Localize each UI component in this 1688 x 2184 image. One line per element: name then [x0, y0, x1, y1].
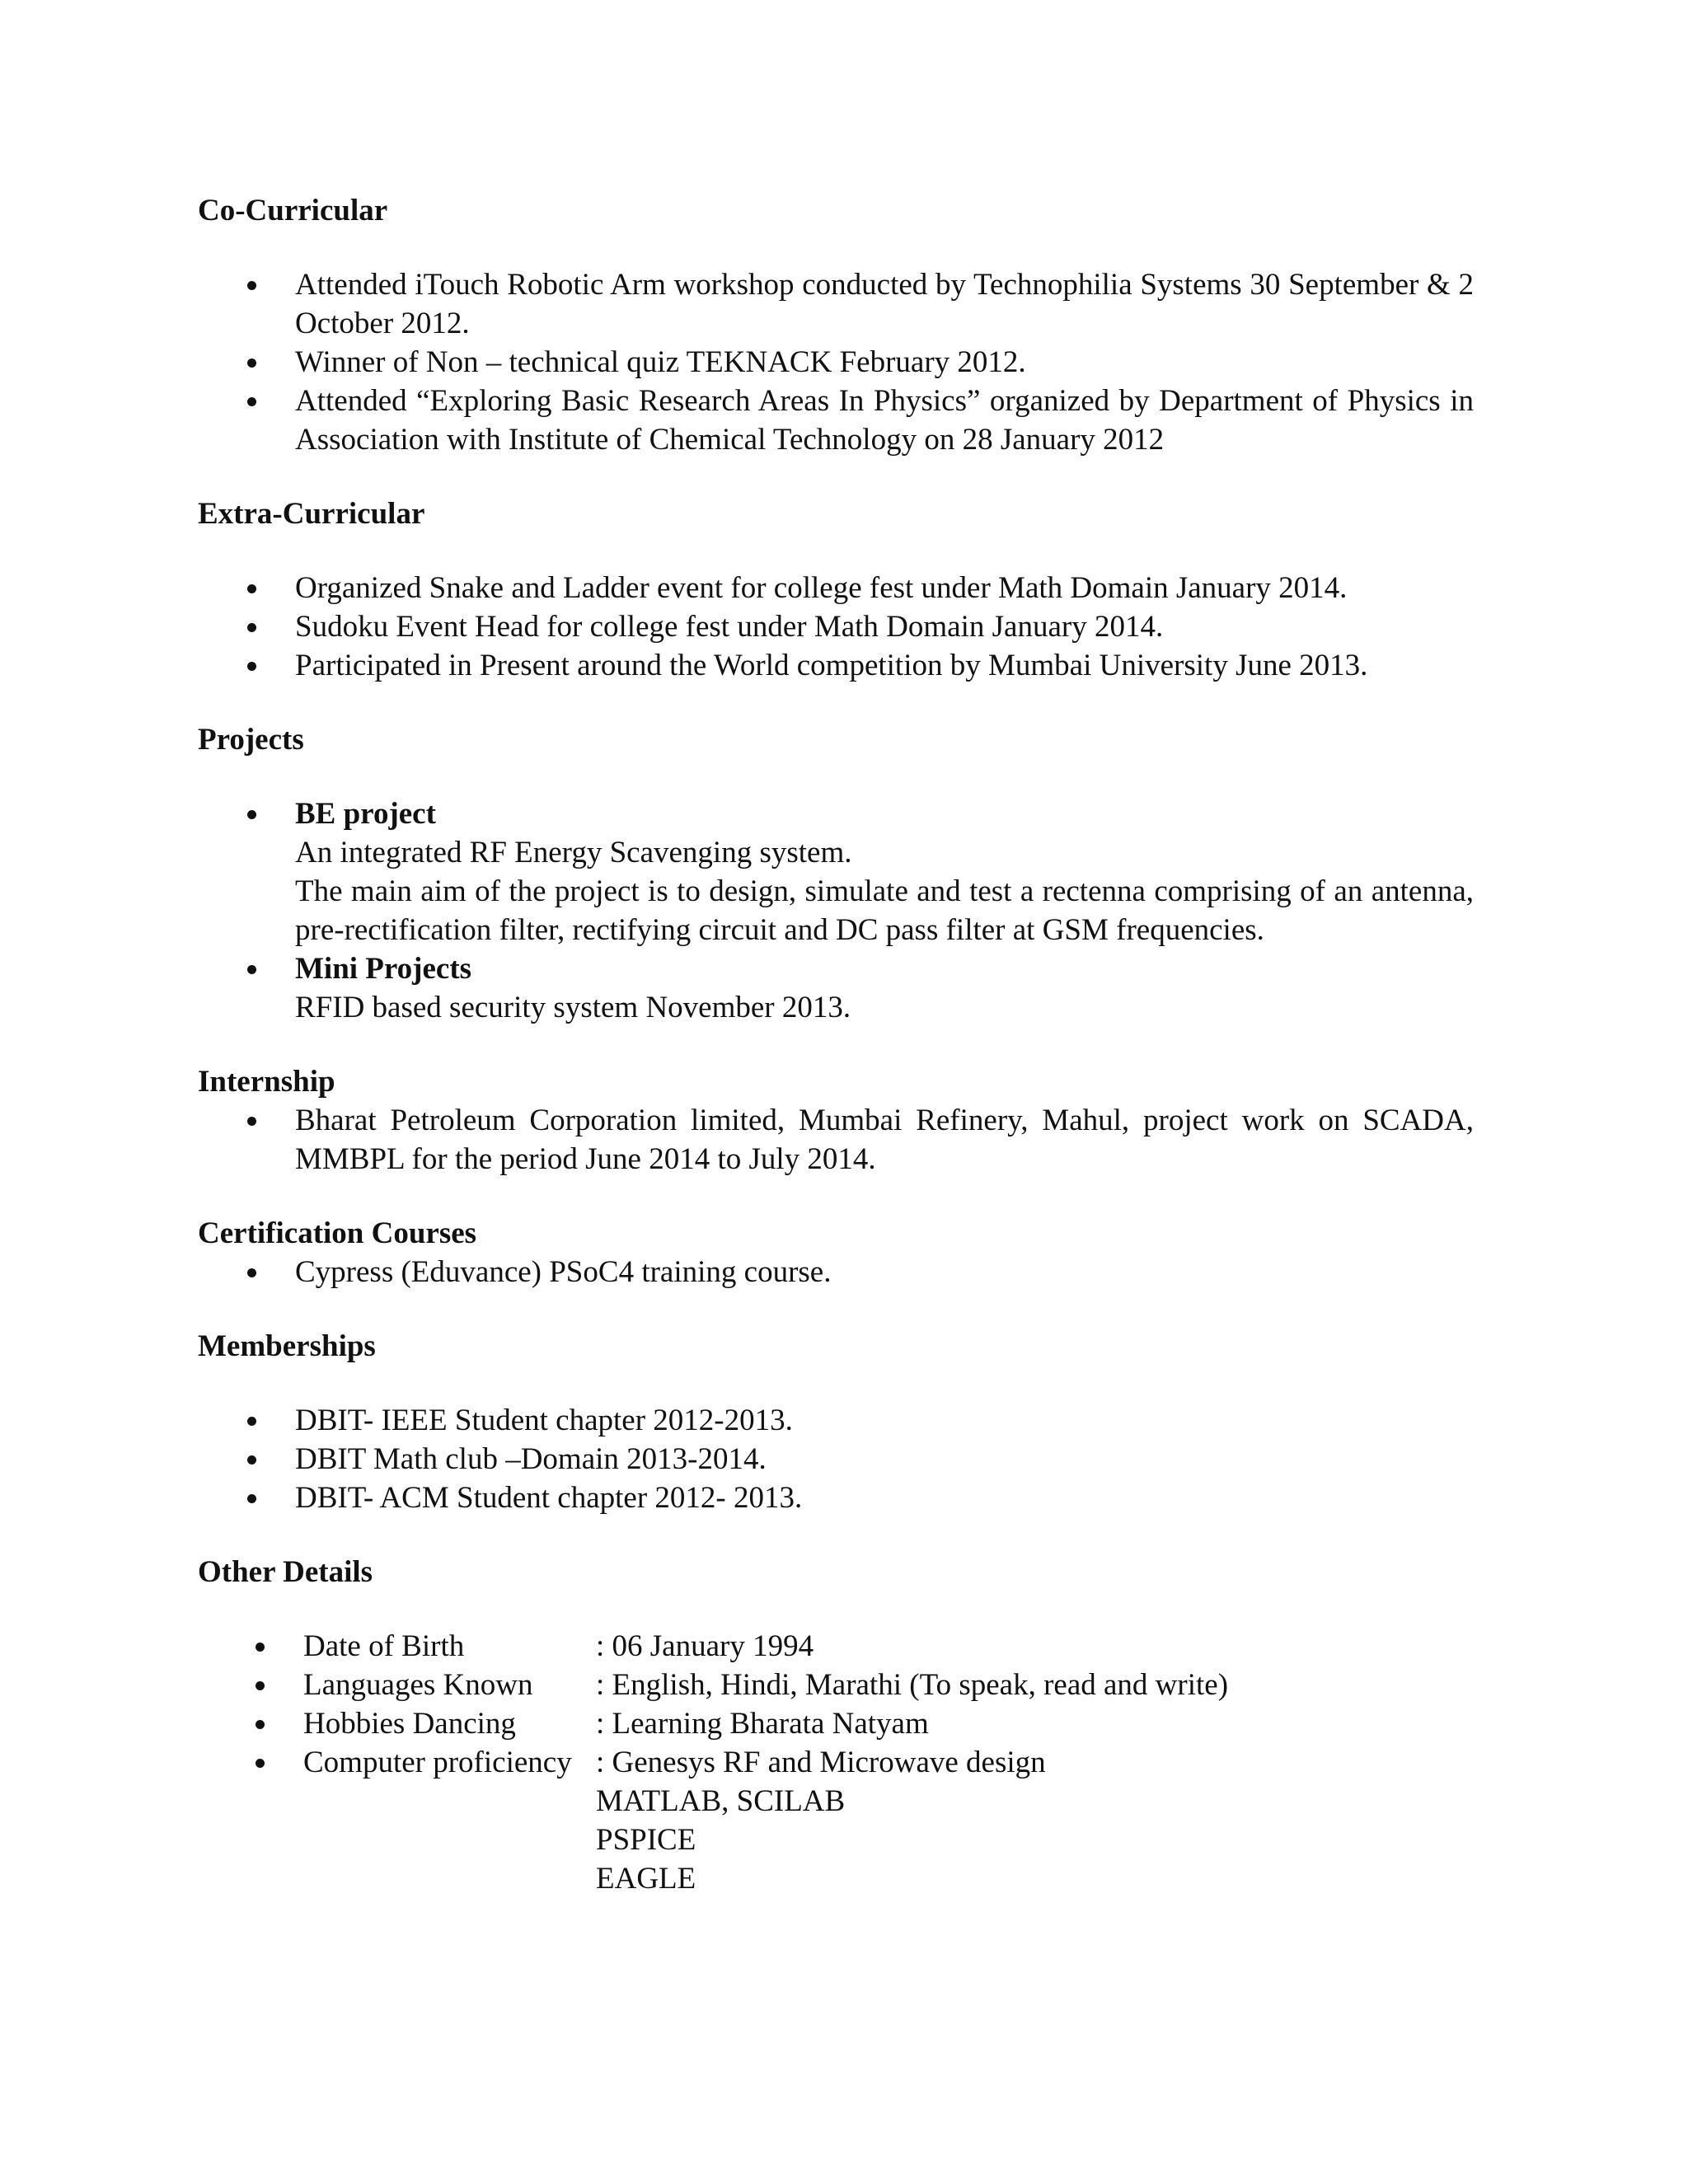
bullet-icon	[247, 1455, 256, 1465]
certification-list	[198, 1253, 1474, 1291]
detail-row-computer: Computer proficiency : Genesys RF and Microwave design	[198, 1743, 1474, 1782]
bullet-icon	[247, 281, 256, 290]
list-item: Attended iTouch Robotic Arm workshop conducted by Technophilia Systems 30 September & 2 October 2012.	[198, 265, 1474, 343]
projects-list	[198, 794, 1474, 1027]
other-details-list	[198, 1627, 1474, 1782]
list-item: Cypress (Eduvance) PSoC4 training course.	[198, 1253, 1474, 1291]
bullet-icon	[256, 1720, 265, 1729]
bullet-icon	[256, 1643, 265, 1652]
certification-title: Certification Courses	[198, 1216, 477, 1250]
internship-list	[198, 1101, 1474, 1179]
bullet-icon	[247, 662, 256, 671]
bullet-icon	[247, 359, 256, 368]
bullet-icon	[247, 1117, 256, 1126]
list-item: Bharat Petroleum Corporation limited, Mumbai Refinery, Mahul, project work on SCADA, MMBPL for the period June 2014 to July 2014.	[198, 1101, 1474, 1179]
bullet-icon	[247, 810, 256, 819]
list-item: Organized Snake and Ladder event for college fest under Math Domain January 2014.	[198, 569, 1474, 607]
mini-project-line: RFID based security system November 2013.	[295, 991, 851, 1024]
other-details-title: Other Details	[198, 1555, 373, 1589]
list-item: Attended “Exploring Basic Research Areas In Physics” organized by Department of Physics in Association with Institute of Chemical Technology on 28 January 2012	[198, 382, 1474, 459]
bullet-icon	[256, 1759, 265, 1768]
list-item: Winner of Non – technical quiz TEKNACK February 2012.	[198, 343, 1474, 382]
co-curricular-list	[198, 265, 1474, 459]
be-project-description: The main aim of the project is to design, simulate and test a rectenna comprising of an antenna, pre-rectification filter, rectifying circuit and DC pass filter at GSM frequencies.	[295, 874, 1474, 947]
mini-projects-heading: Mini Projects	[295, 952, 472, 986]
other-details-section	[198, 1553, 1474, 1898]
detail-row-languages: Languages Known : English, Hindi, Marathi (To speak, read and write)	[198, 1666, 1474, 1704]
bullet-icon	[247, 623, 256, 632]
list-item: DBIT Math club –Domain 2013-2014.	[198, 1440, 1474, 1479]
bullet-icon	[256, 1681, 265, 1690]
memberships-title: Memberships	[198, 1329, 376, 1363]
projects-section	[198, 720, 1474, 1027]
bullet-icon	[247, 1494, 256, 1503]
internship-section	[198, 1062, 1474, 1179]
internship-title: Internship	[198, 1065, 335, 1099]
list-item: Participated in Present around the World competition by Mumbai University June 2013.	[198, 646, 1474, 685]
bullet-icon	[247, 397, 256, 406]
be-project-line: An integrated RF Energy Scavenging system.	[295, 836, 852, 869]
detail-row-hobbies: Hobbies Dancing : Learning Bharata Natyam	[198, 1704, 1474, 1743]
list-item: Sudoku Event Head for college fest under Math Domain January 2014.	[198, 607, 1474, 646]
list-item	[198, 794, 1474, 949]
bullet-icon	[247, 1268, 256, 1277]
extra-curricular-section	[198, 494, 1474, 685]
co-curricular-section	[198, 191, 1474, 459]
be-project-heading: BE project	[295, 797, 436, 831]
detail-row-dob: Date of Birth : 06 January 1994	[198, 1627, 1474, 1666]
bullet-icon	[247, 1417, 256, 1426]
co-curricular-title: Co-Curricular	[198, 194, 388, 227]
list-item: DBIT- IEEE Student chapter 2012-2013.	[198, 1401, 1474, 1440]
certification-section	[198, 1214, 1474, 1291]
memberships-section	[198, 1327, 1474, 1517]
bullet-icon	[247, 584, 256, 593]
memberships-list	[198, 1401, 1474, 1517]
extra-curricular-title: Extra-Curricular	[198, 497, 425, 531]
bullet-icon	[247, 965, 256, 974]
list-item	[198, 949, 1474, 1027]
extra-curricular-list	[198, 569, 1474, 685]
proficiency-continued: MATLAB, SCILAB PSPICE EAGLE	[596, 1784, 846, 1896]
list-item: DBIT- ACM Student chapter 2012- 2013.	[198, 1479, 1474, 1517]
projects-title: Projects	[198, 723, 304, 757]
